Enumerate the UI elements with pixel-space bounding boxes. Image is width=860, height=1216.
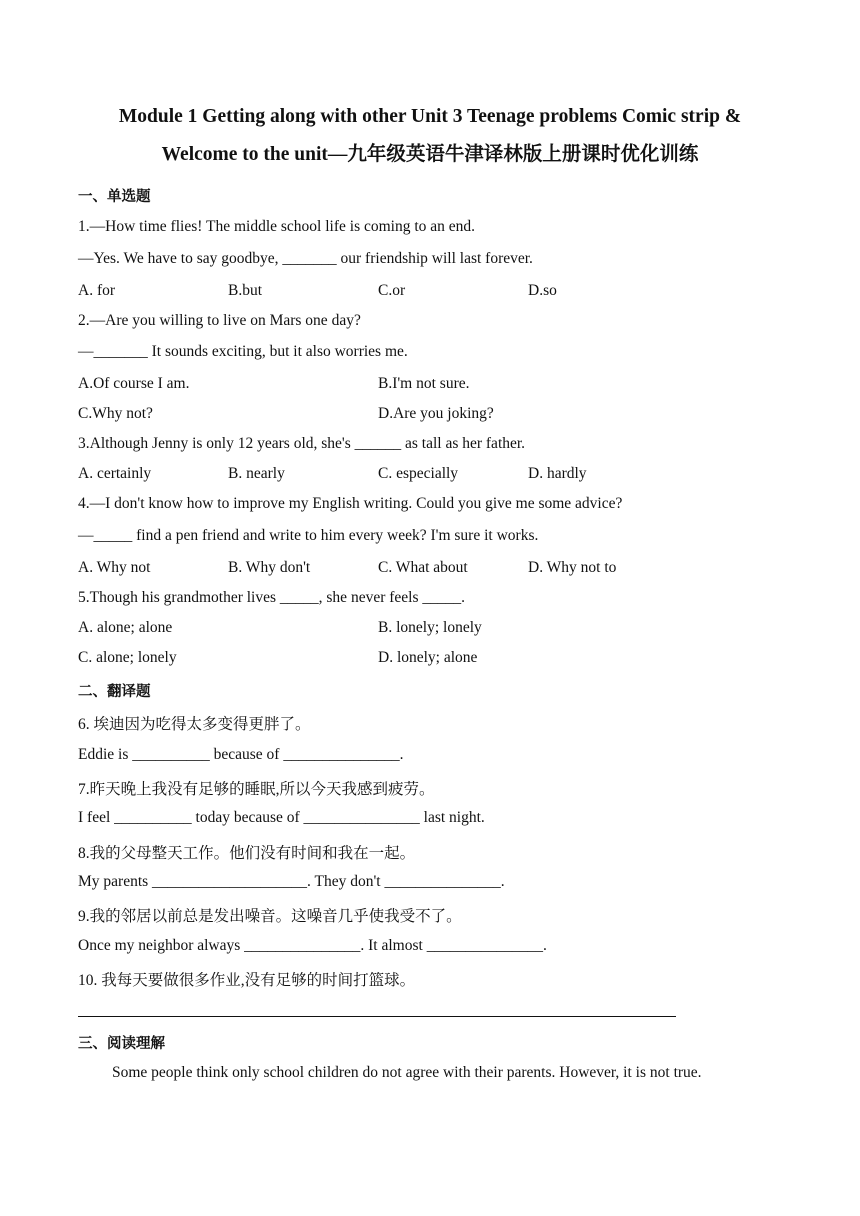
question-2-option-a: A.Of course I am. — [78, 375, 190, 392]
question-3-stem: 3.Although Jenny is only 12 years old, she's ______ as tall as her father. — [78, 435, 526, 452]
question-2-stem: 2.—Are you willing to live on Mars one day? — [78, 312, 361, 329]
question-4-stem: 4.—I don't know how to improve my English writing. Could you give me some advice? — [78, 495, 623, 512]
answer-line — [78, 1016, 676, 1017]
question-5-option-a: A. alone; alone — [78, 619, 173, 636]
section-heading-reading: 三、阅读理解 — [78, 1036, 165, 1052]
translation-8-english: My parents ____________________. They don't _______________. — [78, 873, 505, 890]
translation-6-chinese: 6. 埃迪因为吃得太多变得更胖了。 — [78, 716, 311, 733]
reading-paragraph: Some people think only school children do not agree with their parents. However, it is not true. — [112, 1064, 702, 1081]
question-3-option-b: B. nearly — [228, 465, 285, 482]
question-5-option-b: B. lonely; lonely — [378, 619, 482, 636]
question-4-reply: —_____ find a pen friend and write to him every week? I'm sure it works. — [78, 527, 539, 544]
question-5-option-d: D. lonely; alone — [378, 649, 478, 666]
question-1-stem: 1.—How time flies! The middle school life is coming to an end. — [78, 218, 476, 235]
question-3-option-d: D. hardly — [528, 465, 587, 482]
question-1-option-a: A. for — [78, 282, 116, 299]
question-2-reply: —_______ It sounds exciting, but it also worries me. — [78, 343, 408, 360]
question-4-option-a: A. Why not — [78, 559, 151, 576]
title-line-2: Welcome to the unit—九年级英语牛津译林版上册课时优化训练 — [161, 144, 699, 165]
translation-9-chinese: 9.我的邻居以前总是发出噪音。这噪音几乎使我受不了。 — [78, 908, 462, 925]
title-line-1: Module 1 Getting along with other Unit 3 Teenage problems Comic strip & — [118, 106, 742, 127]
question-1-option-d: D.so — [528, 282, 557, 299]
section-heading-translation: 二、翻译题 — [78, 684, 151, 700]
translation-10-chinese: 10. 我每天要做很多作业,没有足够的时间打篮球。 — [78, 972, 416, 989]
question-2-option-d: D.Are you joking? — [378, 405, 494, 422]
translation-7-english: I feel __________ today because of _______________ last night. — [78, 809, 485, 826]
question-5-option-c: C. alone; lonely — [78, 649, 177, 666]
translation-8-chinese: 8.我的父母整天工作。他们没有时间和我在一起。 — [78, 845, 416, 862]
question-1-option-c: C.or — [378, 282, 406, 299]
question-2-option-c: C.Why not? — [78, 405, 153, 422]
question-1-reply: —Yes. We have to say goodbye, _______ our friendship will last forever. — [78, 250, 533, 267]
translation-9-english: Once my neighbor always _______________. It almost _______________. — [78, 937, 547, 954]
translation-7-chinese: 7.昨天晚上我没有足够的睡眠,所以今天我感到疲劳。 — [78, 781, 435, 798]
question-1-option-b: B.but — [228, 282, 263, 299]
question-4-option-d: D. Why not to — [528, 559, 617, 576]
question-3-option-c: C. especially — [378, 465, 459, 482]
document-title — [40, 98, 820, 174]
question-5-stem: 5.Though his grandmother lives _____, she never feels _____. — [78, 589, 465, 606]
question-4-option-b: B. Why don't — [228, 559, 311, 576]
question-2-option-b: B.I'm not sure. — [378, 375, 470, 392]
section-heading-single-choice: 一、单选题 — [78, 189, 151, 205]
question-4-option-c: C. What about — [378, 559, 468, 576]
translation-6-english: Eddie is __________ because of _______________. — [78, 746, 404, 763]
question-3-option-a: A. certainly — [78, 465, 152, 482]
